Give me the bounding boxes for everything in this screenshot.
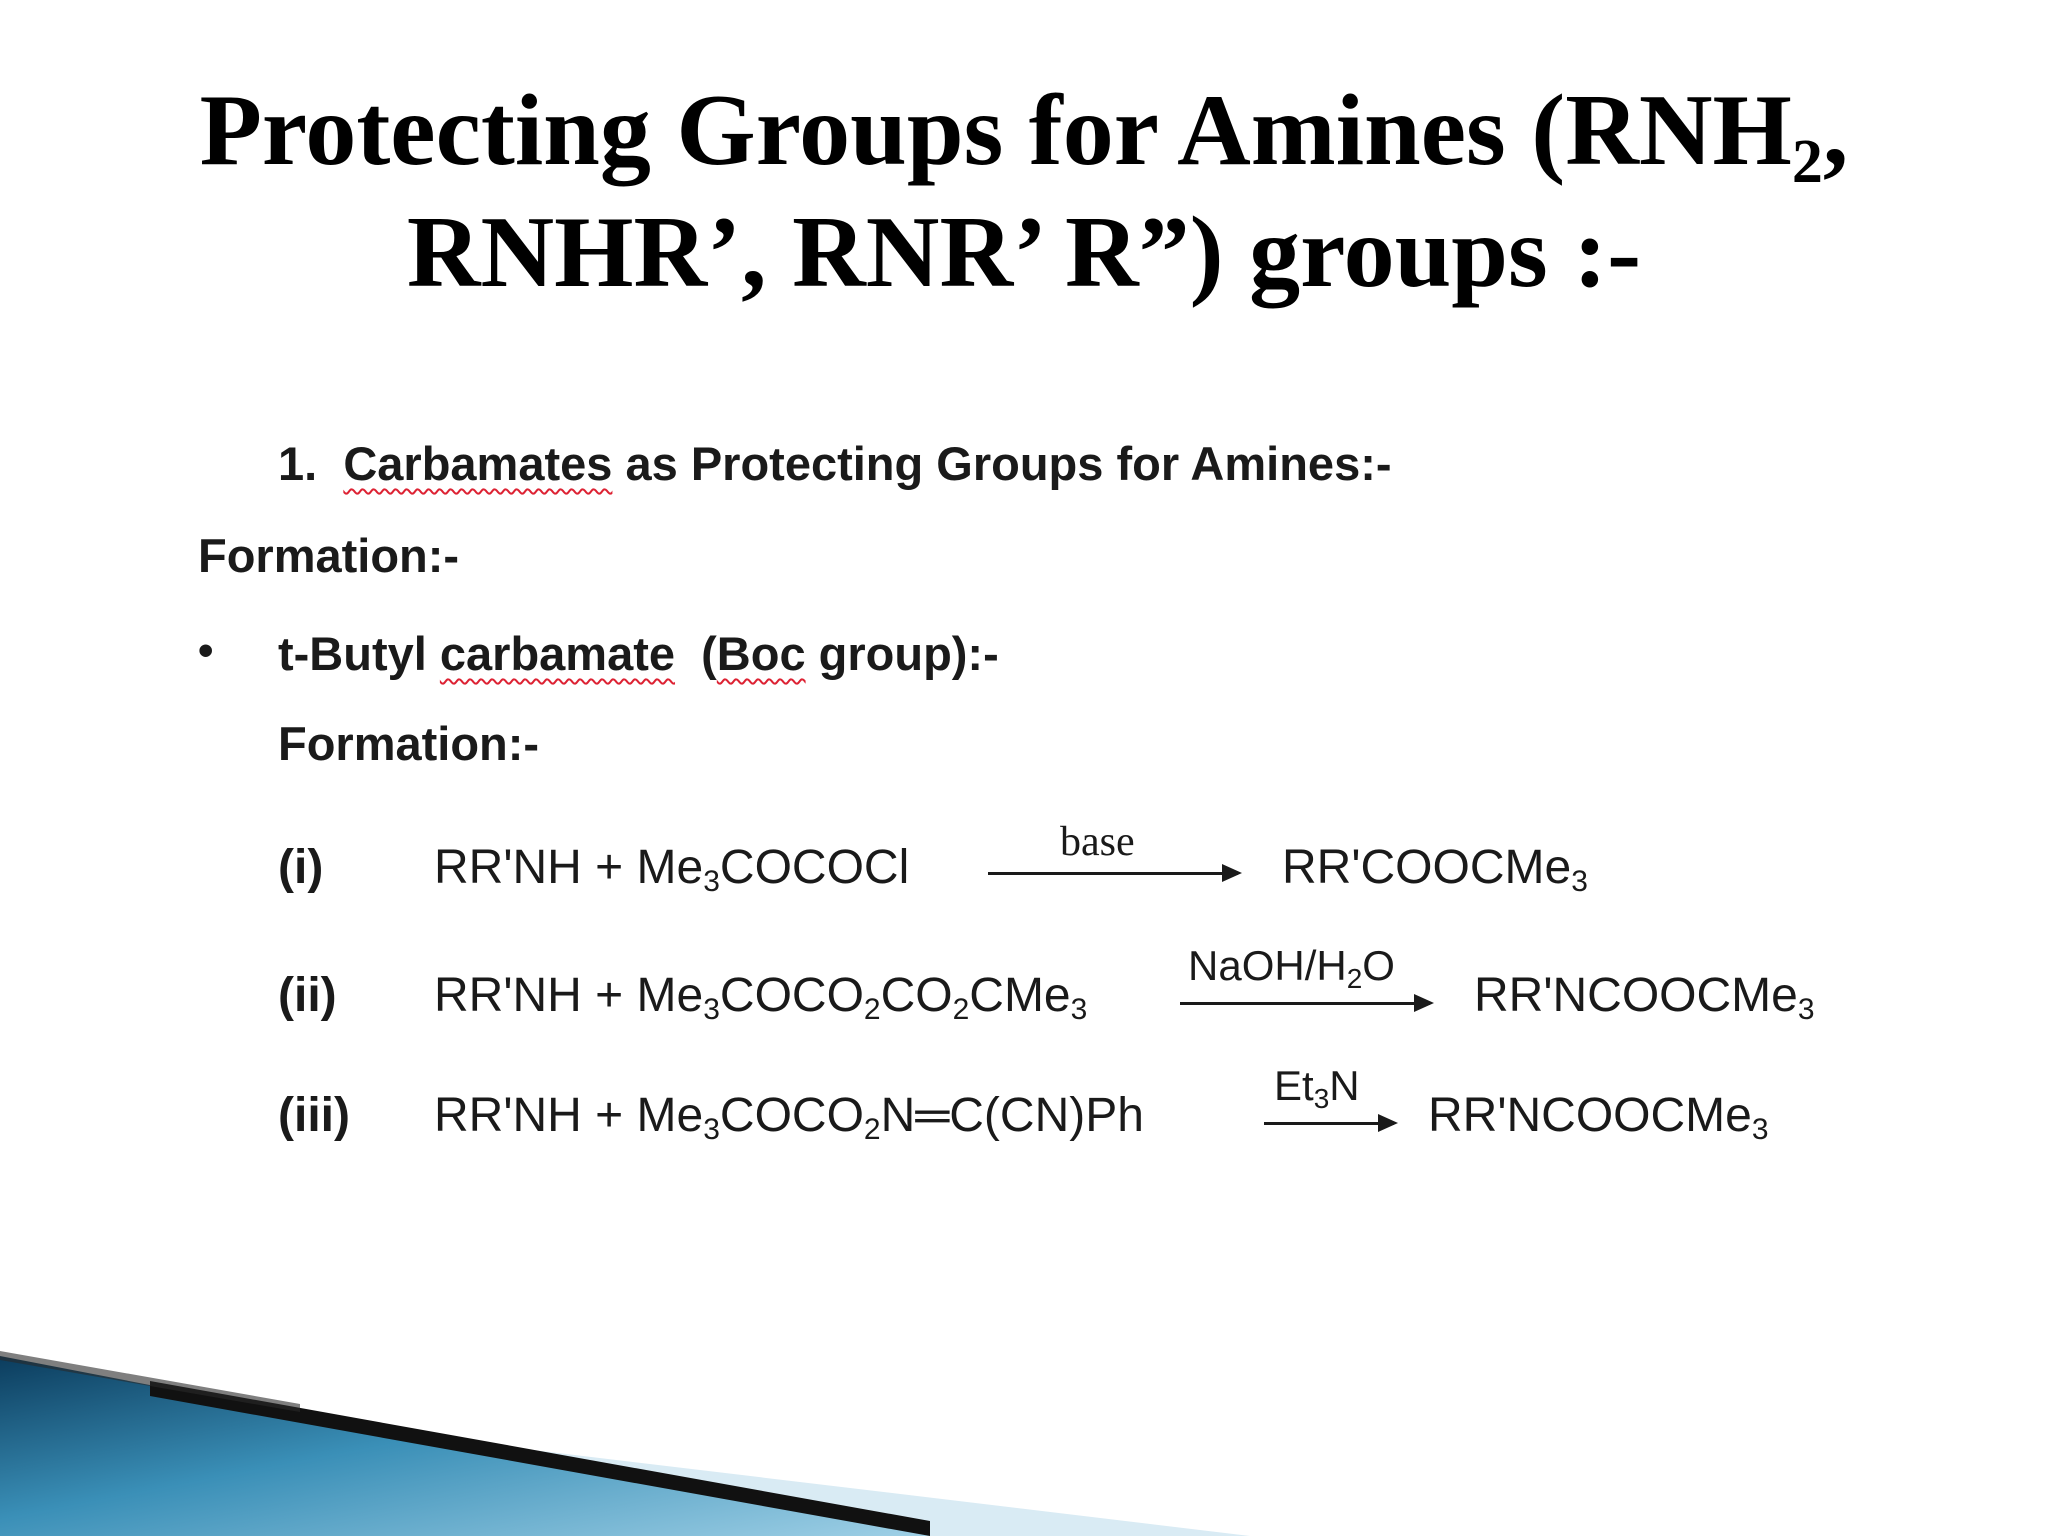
spellcheck-word: carbamate: [439, 627, 676, 680]
reaction-reagent: NaOH/$H_2O$: [1188, 942, 1395, 994]
reaction-product: RR'NCOOCMe$_3$: [1474, 969, 1815, 1026]
reaction-arrow: [988, 872, 1238, 875]
slide-title: [0, 70, 2048, 314]
reaction-reactants: $RR'NH + Me_3COCO_2N═C(CN)Ph$: [434, 1089, 1144, 1146]
reaction-arrow: [1264, 1122, 1394, 1125]
bullet-icon: •: [198, 626, 214, 675]
reaction-label: (ii): [278, 969, 337, 1022]
reaction-product: RR'COOCMe$_3$: [1282, 841, 1588, 898]
bullet-formation-heading: Formation:-: [278, 717, 540, 770]
spellcheck-word: Boc: [716, 627, 806, 680]
section-heading: 1. Carbamates as Protecting Groups for Amines:-: [278, 437, 1392, 490]
reaction-label: (i): [278, 841, 324, 894]
spellcheck-word: Carbamates: [343, 437, 613, 490]
bullet-heading: t-Butyl carbamate (Boc group):-: [278, 627, 999, 680]
reaction-arrow: [1180, 1002, 1430, 1005]
formation-heading: Formation:-: [198, 529, 460, 582]
title-line-2: RNHR’, RNR’ R”) groups :-: [406, 196, 1642, 309]
reaction-label: (iii): [278, 1089, 350, 1142]
reaction-reagent: base: [1060, 819, 1135, 865]
reaction-product: RR'NCOOCMe$_3$: [1428, 1089, 1769, 1146]
reaction-reactants: $RR'NH + Me_3COCO_2CO_2CMe_3$: [434, 969, 1088, 1026]
title-line-1: Protecting Groups for Amines ($RNH_2$,: [199, 74, 1849, 196]
decorative-swoosh: [0, 1296, 2048, 1536]
reaction-reagent: $Et_3N$: [1274, 1062, 1360, 1114]
reaction-reactants: $RR'NH + Me_3COCOCl$: [434, 841, 910, 898]
